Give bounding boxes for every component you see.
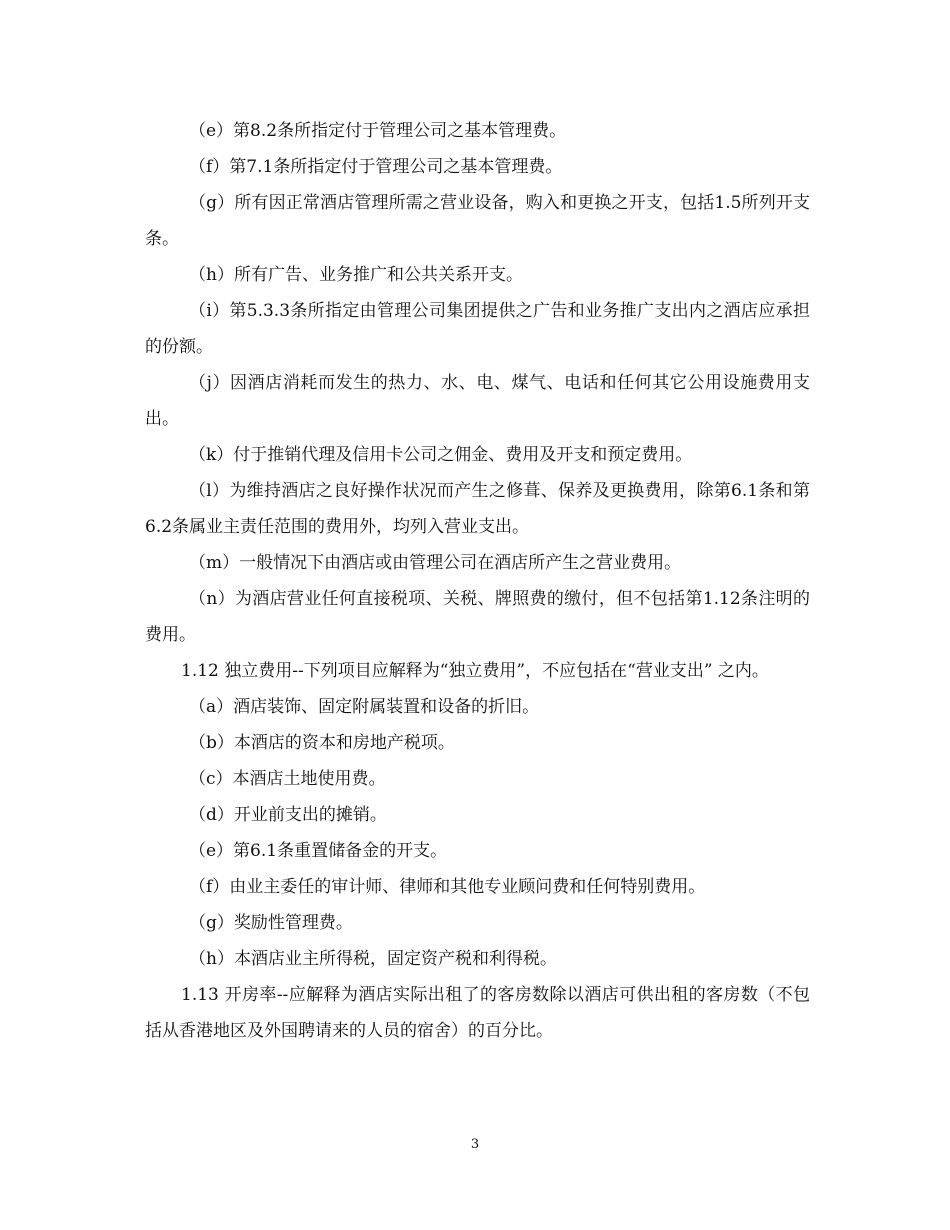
clause-replacement-reserve: （e）第6.1条重置储备金的开支。 — [189, 841, 448, 861]
section-1-13-occupancy-rate: 1.13 开房率--应解释为酒店实际出租了的客房数除以酒店可供出租的客房数（不包括从香港地区及外国聘请来的人员的宿舍）的百分比。 — [145, 985, 810, 1041]
clause-commissions: （k）付于推销代理及信用卡公司之佣金、费用及开支和预定费用。 — [189, 445, 693, 465]
clause-operating-equipment: （g）所有因正常酒店管理所需之营业设备，购入和更换之开支，包括1.5所列开支条。 — [145, 193, 810, 249]
clause-repairs-maintenance: （l）为维持酒店之良好操作状况而产生之修葺、保养及更换费用，除第6.1条和第6.2条属业主责任范围的费用外，均列入营业支出。 — [145, 481, 810, 537]
clause-depreciation: （a）酒店装饰、固定附属装置和设备的折旧。 — [189, 697, 540, 717]
clause-land-use-fee: （c）本酒店土地使用费。 — [189, 769, 386, 789]
clause-direct-taxes: （n）为酒店营业任何直接税项、关税、牌照费的缴付，但不包括第1.12条注明的费用。 — [145, 589, 810, 645]
clause-7-1-management-fee: （f）第7.1条所指定付于管理公司之基本管理费。 — [189, 157, 563, 177]
page-number: 3 — [470, 1137, 480, 1152]
clause-general-operating-expenses: （m）一般情况下由酒店或由管理公司在酒店所产生之营业费用。 — [189, 553, 682, 573]
clause-utilities: （j）因酒店消耗而发生的热力、水、电、煤气、电话和任何其它公用设施费用支出。 — [145, 373, 810, 429]
clause-group-advertising-share: （i）第5.3.3条所指定由管理公司集团提供之广告和业务推广支出内之酒店应承担的份额。 — [145, 301, 810, 357]
section-1-12-independent-costs: 1.12 独立费用--下列项目应解释为“独立费用”，不应包括在“营业支出” 之内。 — [181, 661, 769, 681]
document-body — [145, 113, 810, 1049]
clause-preopening-amortization: （d）开业前支出的摊销。 — [189, 805, 387, 825]
clause-incentive-fee: （g）奖励性管理费。 — [189, 913, 353, 933]
clause-professional-fees: （f）由业主委任的审计师、律师和其他专业顾问费和任何特别费用。 — [189, 877, 706, 897]
clause-8-2-management-fee: （e）第8.2条所指定付于管理公司之基本管理费。 — [189, 121, 567, 141]
clause-advertising-expenses: （h）所有广告、业务推广和公共关系开支。 — [189, 265, 523, 285]
clause-owner-taxes: （h）本酒店业主所得税，固定资产税和利得税。 — [189, 949, 557, 969]
clause-property-taxes: （b）本酒店的资本和房地产税项。 — [189, 733, 455, 753]
